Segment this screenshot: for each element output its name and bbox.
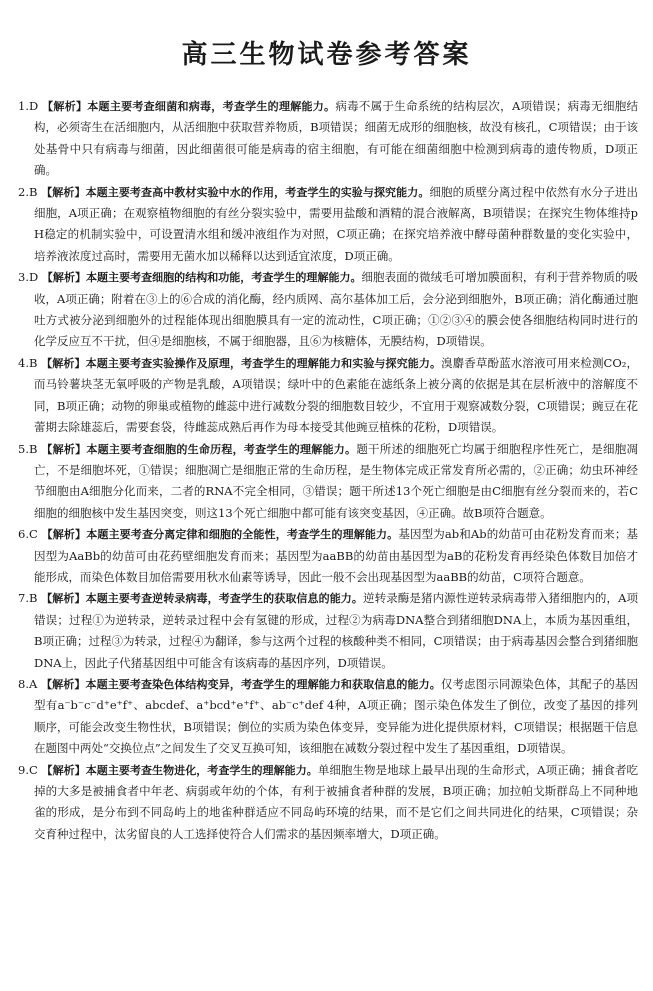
answer-item-1 — [18, 96, 638, 182]
answer-letter: B — [28, 441, 38, 456]
analysis-tag: 【解析】 — [41, 763, 86, 777]
analysis-body: 细胞表面的微绒毛可增加膜面积，有利于营养物质的吸收，A项正确；附着在③上的⑥合成的消化酶，经内质网、高尔基体加工后，会分泌到细胞外，B项正确；消化酶通过胞吐方式被分泌到细胞外的过程能体现出细胞膜具有一定的流动性，C项正确；①②③④的膜会使各细胞结构同时进行的化学反应互不干扰，但④是细胞核，不属于细胞器，且⑥为核糖体，无膜结构，D项错误。 — [34, 270, 639, 349]
analysis-tag: 【解析】 — [41, 677, 86, 691]
answer-letter: A — [28, 676, 38, 691]
question-number: 5. — [18, 441, 29, 456]
answer-letter: C — [28, 762, 38, 777]
answer-item-6 — [18, 524, 638, 588]
answer-item-4 — [18, 353, 638, 439]
question-number: 6. — [18, 527, 29, 542]
topic-lead: 本题主要考查高中教材实验中水的作用，考查学生的实验与探究能力。 — [85, 185, 430, 199]
analysis-tag: 【解析】 — [41, 356, 86, 370]
analysis-body: 病毒不属于生命系统的结构层次，A项错误；病毒无细胞结构，必须寄生在活细胞内，从活细胞中获取营养物质，B项错误；细菌无成形的细胞核，故没有核孔，C项错误；由于该处基骨中只有病毒与细菌，因此细菌很可能是病毒的宿主细胞，有可能在细菌细胞中检测到病毒的遗传物质，D项正确。 — [34, 99, 639, 178]
answer-item-7 — [18, 588, 638, 674]
answer-letter: B — [28, 591, 38, 606]
topic-lead: 本题主要考查生物进化，考查学生的理解能力。 — [85, 763, 318, 777]
analysis-body: 基因型为ab和Ab的幼苗可由花粉发育而来；基因型为AaBb的幼苗可由花药壁细胞发育而来；基因型为aaBB的幼苗由基因型为aB的花粉发育再经染色体数目加倍才能形成，而染色体数目加倍需要用秋水仙素等诱导，因此一般不会出现基因型为aaBB的幼苗，C项符合题意。 — [34, 527, 639, 584]
topic-lead: 本题主要考查分离定律和细胞的全能性，考查学生的理解能力。 — [86, 528, 399, 542]
analysis-tag: 【解析】 — [41, 528, 87, 542]
analysis-body: 溴麝香草酚蓝水溶液可用来检测CO₂，而马铃薯块茎无氧呼吸的产物是乳酸，A项错误；绿叶中的色素能在滤纸条上被分离的依据是其在层析液中的溶解度不同，B项正确；动物的卵巢或植物的雌蕊中进行减数分裂的细胞数目较少，不宜用于观察减数分裂，C项错误；豌豆在花蕾期去除雄蕊后，需要套袋，待雌蕊成熟后再作为母本接受其他豌豆植株的花粉，D项错误。 — [34, 355, 639, 435]
analysis-tag: 【解析】 — [42, 100, 88, 113]
analysis-body: 逆转录酶是猪内源性逆转录病毒带入猪细胞内的，A项错误；过程①为逆转录，逆转录过程中会有氢键的形成，过程②为病毒DNA整合到猪细胞DNA上，本质为基因重组，B项正确；过程③为转录，过程④为翻译，参与这两个过程的核酸种类不相同，C项错误；由于病毒基因会整合到猪细胞DNA上，因此子代猪基因组中可能含有该病毒的基因序列，D项错误。 — [34, 591, 639, 670]
answer-item-2 — [18, 182, 638, 268]
analysis-body: 细胞的质壁分离过程中依然有水分子进出细胞，A项正确；在观察植物细胞的有丝分裂实验中，需要用盐酸和酒精的混合液解离，B项错误；在探究生物体维持pH稳定的机制实验中，可设置清水组和缓冲液组作为对照，C项正确；在探究培养液中酵母菌种群数量的变化实验中，培养液浓度过高时，需要用无菌水加以稀释以达到适宜浓度，D项正确。 — [34, 184, 639, 263]
answer-item-5 — [18, 439, 638, 525]
answer-item-8 — [18, 674, 638, 760]
answer-item-3 — [18, 267, 638, 353]
analysis-body: 题干所述的细胞死亡均属于细胞程序性死亡，是细胞凋亡，不是细胞坏死，①错误；细胞凋亡是细胞正常的生命历程，是生物体完成正常发育所必需的，②正确；幼虫环神经节细胞由A细胞分化而来，二者的RNA不完全相同，③错误；题干所述13个死亡细胞是由C细胞有丝分裂而来的，若C细胞的细胞核中发生基因突变，则这13个死亡细胞中都可能有该突变基因，④正确。故B项符合题意。 — [34, 441, 639, 520]
topic-lead: 本题主要考查细胞的生命历程，考查学生的理解能力。 — [86, 442, 357, 456]
answer-letter: D — [28, 99, 39, 113]
answer-letter: D — [28, 270, 39, 285]
answer-list — [18, 96, 638, 845]
analysis-tag: 【解析】 — [41, 592, 86, 606]
answer-letter: C — [28, 527, 38, 542]
topic-lead: 本题主要考查逆转录病毒，考查学生的获取信息的能力。 — [85, 592, 363, 606]
answer-letter: B — [28, 184, 38, 199]
question-number: 7. — [18, 591, 29, 606]
topic-lead: 本题主要考查细菌和病毒，考查学生的理解能力。 — [87, 100, 336, 113]
answer-letter: B — [28, 355, 38, 370]
topic-lead: 本题主要考查染色体结构变异，考查学生的理解能力和获取信息的能力。 — [85, 677, 441, 691]
analysis-tag: 【解析】 — [41, 271, 86, 285]
analysis-body: 单细胞生物是地球上最早出现的生命形式，A项正确；捕食者吃掉的大多是被捕食者中年老、病弱或年幼的个体，有利于被捕食者种群的发展，B项正确；加拉帕戈斯群岛上不同种地雀的形成，是分布到不同岛屿上的地雀种群适应不同岛屿环境的结果，而不是它们之间共同进化的结果，C项错误；杂交育种过程中，汰劣留良的人工选择使符合人们需求的基因频率增大，D项正确。 — [34, 762, 639, 841]
analysis-body: 仅考虑图示同源染色体，其配子的基因型有a⁻b⁻c⁻d⁺e⁺f⁺、abcdef、a⁺bcd⁺e⁺f⁺、ab⁻c⁺def 4种，A项正确；图示染色体发生了倒位，改变了基因的排列顺序，可能会改变生物性状，B项错误；倒位的实质为染色体变异，变异能为进化提供原材料，C项错误；根据题干信息在题图中两处“交换位点”之间发生了交叉互换可知，该细胞在减数分裂过程中发生了基因重组，D项错误。 — [34, 676, 639, 756]
analysis-tag: 【解析】 — [41, 185, 86, 199]
question-number: 8. — [18, 676, 29, 691]
question-number: 2. — [18, 184, 29, 199]
analysis-tag: 【解析】 — [41, 442, 87, 456]
question-number: 3. — [18, 270, 29, 285]
page-title: 高三生物试卷参考答案 — [181, 40, 472, 70]
question-number: 1. — [18, 99, 29, 113]
topic-lead: 本题主要考查实验操作及原理，考查学生的理解能力和实验与探究能力。 — [85, 356, 442, 370]
answer-item-9 — [18, 760, 638, 846]
question-number: 4. — [18, 355, 29, 370]
topic-lead: 本题主要考查细胞的结构和功能，考查学生的理解能力。 — [86, 271, 362, 285]
question-number: 9. — [18, 762, 29, 777]
